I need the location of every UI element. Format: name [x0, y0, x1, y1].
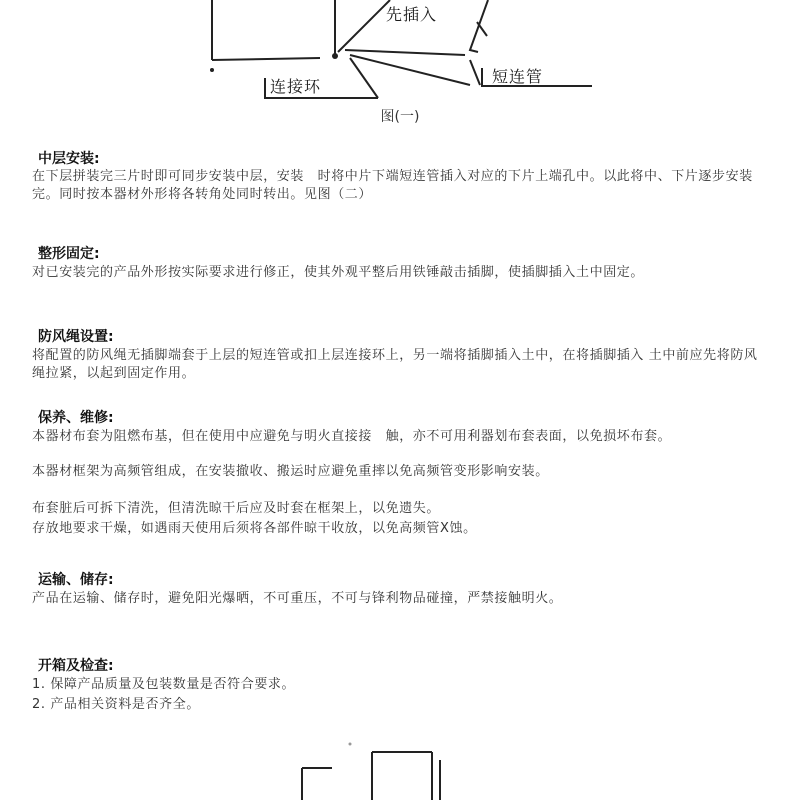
figure-two-fragment: [0, 740, 800, 800]
section-paragraph: 在下层拼装完三片时即可同步安装中层，安装 时将中片下端短连管插入对应的下片上端孔中。以此将中、下片逐步安装完。同时按本器材外形将各转角处同时转出。见图（二）: [32, 169, 753, 202]
section-title-unboxing-check: 开箱及检查:: [38, 658, 114, 674]
section-paragraph: 布套脏后可拆下清洗，但清洗晾干后应及时套在框架上，以免遗失。: [32, 501, 441, 516]
label-short-pipe: 短连管: [492, 67, 544, 86]
section-paragraph: 1. 保障产品质量及包装数量是否符合要求。: [32, 677, 296, 692]
section-title-transport-storage: 运输、储存:: [38, 572, 114, 588]
figure-one: [0, 0, 800, 130]
section-title-middle-install: 中层安装:: [38, 151, 100, 167]
section-paragraph: 产品在运输、储存时，避免阳光爆晒，不可重压，不可与锋利物品碰撞，严禁接触明火。: [32, 591, 563, 606]
section-paragraph: 存放地要求干燥，如遇雨天使用后须将各部件晾干收放，以免高频管X蚀。: [32, 521, 477, 536]
section-title-maintenance: 保养、维修:: [38, 410, 114, 426]
section-paragraph: 将配置的防风绳无插脚端套于上层的短连管或扣上层连接环上，另一端将插脚插入土中，在将插脚插入 土中前应先将防风绳拉紧，以起到固定作用。: [32, 348, 758, 381]
section-paragraph: 对已安装完的产品外形按实际要求进行修正，使其外观平整后用铁锤敲击插脚，使插脚插入土中固定。: [32, 265, 645, 280]
label-first-insert: 先插入: [386, 5, 438, 24]
section-paragraph: 本器材框架为高频管组成，在安装撤收、搬运时应避免重摔以免高频管变形影响安装。: [32, 464, 549, 479]
figure-caption: 图(一): [380, 109, 420, 125]
label-connector-ring: 连接环: [270, 77, 322, 96]
section-paragraph: 本器材布套为阻燃布基，但在使用中应避免与明火直接接 触，亦不可用利器划布套表面，以免损坏布套。: [32, 429, 672, 444]
figure-two-drawing: [0, 740, 800, 800]
section-paragraph: 2. 产品相关资料是否齐全。: [32, 697, 200, 712]
section-title-windproof-rope: 防风绳设置:: [38, 329, 114, 345]
section-title-shaping-fix: 整形固定:: [38, 246, 100, 262]
